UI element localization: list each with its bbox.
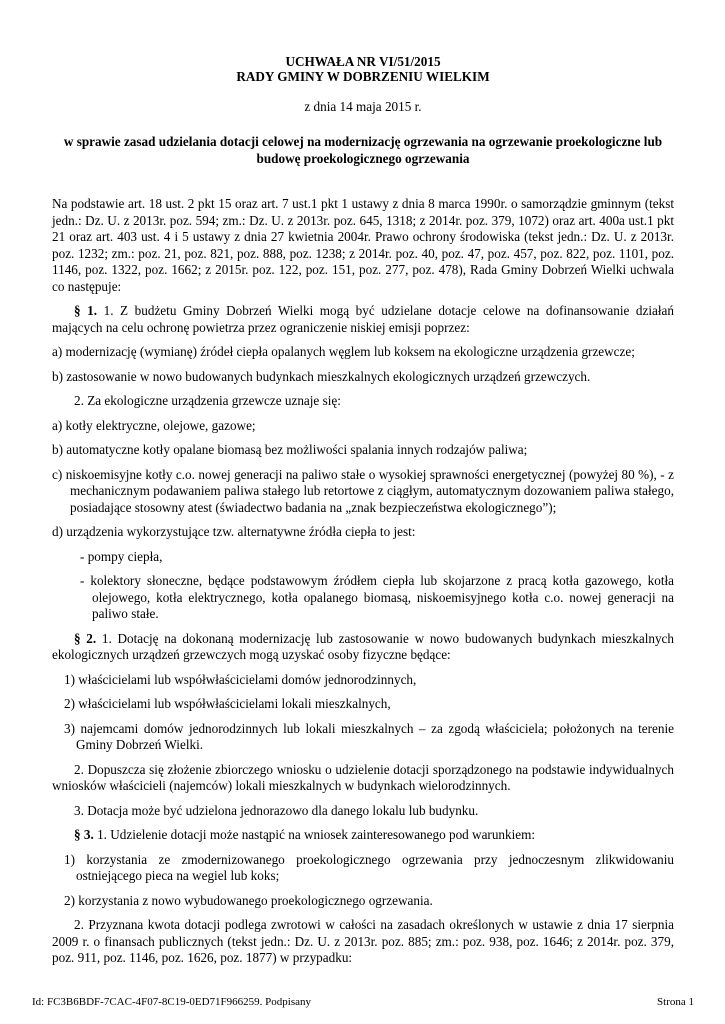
section-1-2-item-a: a) kotły elektryczne, olejowe, gazowe; (52, 417, 256, 433)
section-2-para-2: 2. Dopuszcza się złożenie zbiorczego wniosku o udzielenie dotacji sporządzonego na podstawie indywidualnych wniosków właścicieli (najemców) lokali mieszkalnych w budynkach wielorodzinnych. (52, 761, 674, 793)
section-1-item-a: a) modernizację (wymianę) źródeł ciepła opalanych węglem lub koksem na ekologiczne urządzenia grzewcze; (52, 344, 635, 359)
section-1-2-item-c: c) niskoemisyjne kotły c.o. nowej generacji na paliwo stałe o wysokiej sprawności energetycznej (powyżej 80 %), - z mechanicznym podawaniem paliwa stałego lub retortowe z ciągłym, automatycznym dozowaniem paliwa stałego, posiadające stosowny atest (świadectwo badania na „znak bezpieczeństwa ekologicznego”); (52, 466, 674, 515)
council-name: RADY GMINY W DOBRZENIU WIELKIM (236, 69, 490, 84)
resolution-subject: w sprawie zasad udzielania dotacji celowej na modernizację ogrzewania na ogrzewanie proekologiczne lub budowę proekologicznego ogrzewania (63, 134, 663, 166)
section-3-mark: § 3. (74, 827, 94, 842)
resolution-number: UCHWAŁA NR VI/51/2015 (285, 54, 441, 69)
section-1-dash-1: - pompy ciepła, (80, 548, 163, 564)
section-2-mark: § 2. (74, 630, 97, 646)
document-id: Id: FC3B6BDF-7CAC-4F07-8C19-0ED71F966259. Podpisany (32, 996, 312, 1008)
section-2-item-1: 1) właścicielami lub współwłaścicielami domów jednorodzinnych, (64, 671, 417, 687)
section-3-item-1: 1) korzystania ze zmodernizowanego proekologicznego ogrzewania przy jednoczesnym zlikwidowaniu ostniejącego pieca na wegiel lub koks; (64, 851, 674, 883)
section-2-para-1: § 2. 1. Dotację na dokonaną modernizację lub zastosowanie w nowo budowanych budynkach mieszkalnych ekologicznych urządzeń grzewczych mogą uzyskać osoby fizyczne będące: (52, 630, 674, 662)
section-3-para-1: § 3. 1. Udzielenie dotacji może nastąpić na wniosek zainteresowanego pod warunkiem: (74, 827, 536, 842)
document-body (52, 196, 674, 975)
resolution-date: z dnia 14 maja 2015 r. (304, 99, 422, 114)
section-2-item-2: 2) właścicielami lub współwłaścicielami lokali mieszkalnych, (64, 696, 391, 711)
section-1-item-b: b) zastosowanie w nowo budowanych budynkach mieszkalnych ekologicznych urządzeń grzewczych. (52, 368, 591, 384)
section-1-dash-2: - kolektory słoneczne, będące podstawowym źródłem ciepła lub skojarzone z pracą kotła gazowego, kotła olejowego, kotła elektrycznego, kotła opalanego biomasą, niskoemisyjnego kotła c.o. nowej generacji na paliwo stałe. (80, 573, 674, 621)
preamble: Na podstawie art. 18 ust. 2 pkt 15 oraz art. 7 ust.1 pkt 1 ustawy z dnia 8 marca 1990r. o samorządzie gminnym (tekst jedn.: Dz. U. z 2013r. poz. 594; zm.: Dz. U. z 2013r. poz. 645, 1318; z 2014r. poz. 379, 1072) oraz art. 400a ust.1 pkt 21 oraz art. 403 ust. 4 i 5 ustawy z dnia 27 kwietnia 2004r. Prawo ochrony środowiska (tekst jedn.: Dz. U. z 2013r. poz. 1232; zm.: poz. 21, poz. 821, poz. 888, poz. 1238; z 2014r. poz. 40, poz. 47, poz. 457, poz. 822, poz. 1101, poz. 1146, poz. 1322, poz. 1662; z 2015r. poz. 122, poz. 151, poz. 277, poz. 478), Rada Gminy Dobrzeń Wielki uchwala co następuje: (52, 196, 674, 294)
section-1-mark: § 1. (74, 303, 98, 318)
section-2-para-3: 3. Dotacja może być udzielona jednorazowo dla danego lokalu lub budynku. (74, 802, 479, 818)
section-2-item-3: 3) najemcami domów jednorodzinnych lub lokali mieszkalnych – za zgodą właściciela; położonych na terenie Gminy Dobrzeń Wielki. (64, 720, 674, 752)
section-1-2-item-b: b) automatyczne kotły opalane biomasą bez możliwości spalania innych rodzajów paliwa; (52, 442, 528, 457)
section-1-2-item-d: d) urządzenia wykorzystujące tzw. alternatywne źródła ciepła to jest: (52, 524, 416, 539)
section-1-para-1: § 1. 1. Z budżetu Gminy Dobrzeń Wielki mogą być udzielane dotacje celowe na dofinansowanie działań mających na celu ochronę powietrza przez ograniczenie niskiej emisji poprzez: (52, 303, 674, 335)
section-3-item-2: 2) korzystania z nowo wybudowanego proekologicznego ogrzewania. (64, 892, 433, 908)
section-1-para-2: 2. Za ekologiczne urządzenia grzewcze uznaje się: (74, 393, 341, 408)
page-number: Strona 1 (657, 996, 694, 1008)
section-3-para-2: 2. Przyznana kwota dotacji podlega zwrotowi w całości na zasadach określonych w ustawie z dnia 17 sierpnia 2009 r. o finansach publicznych (tekst jedn.: Dz. U. z 2013r. poz. 885; zm.: poz. 938, poz. 1646; z 2014r. poz. 379, poz. 911, poz. 1146, poz. 1626, poz. 1877) w przypadku: (52, 917, 674, 965)
